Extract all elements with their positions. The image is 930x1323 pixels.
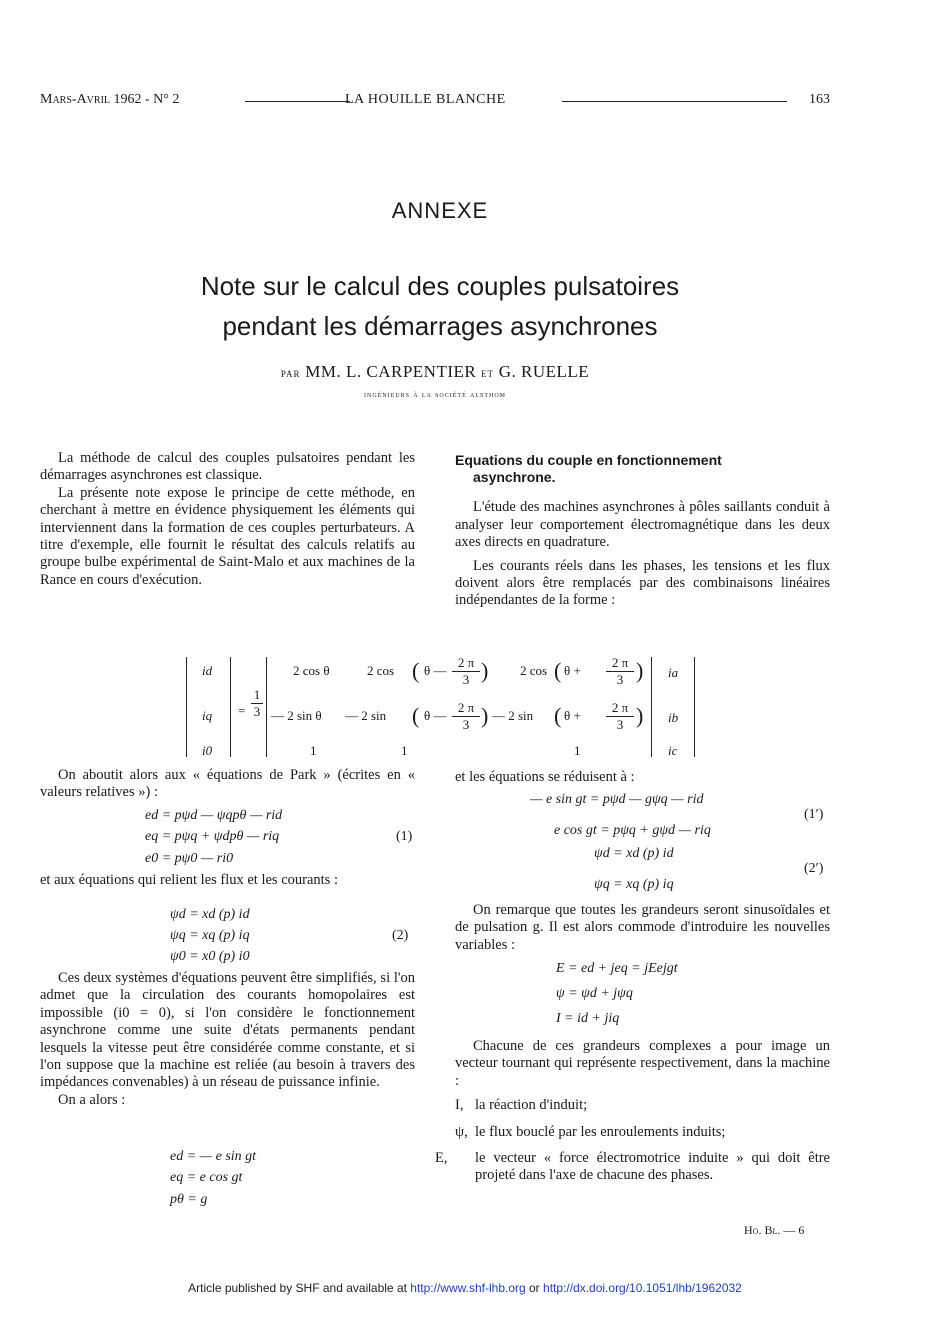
matrix-r2c3b: θ +	[564, 708, 581, 723]
matrix-r3c1: 1	[310, 743, 317, 758]
flux-eq-2: ψq = xq (p) iq	[170, 928, 250, 943]
left-column-bottom	[40, 970, 415, 1109]
authors-et: et	[480, 365, 494, 380]
matrix-equals: =	[238, 703, 246, 718]
flux-eq-3: ψ0 = x0 (p) i0	[170, 949, 250, 964]
matrix-r2c3a: — 2 sin	[492, 708, 534, 723]
link-shf-lhb[interactable]: http://www.shf-lhb.org	[410, 1281, 526, 1295]
park-eq-2: eq = pψq + ψdpθ — riq	[145, 829, 280, 844]
right-paragraph-3-wrap	[455, 769, 830, 786]
running-header	[40, 92, 830, 110]
matrix-r1c2b: θ —	[424, 663, 447, 678]
journal-name: LA HOUILLE BLANCHE	[345, 92, 506, 107]
matrix-r2c2a: — 2 sin	[345, 708, 387, 723]
simplified-eq-2: eq = e cos gt	[170, 1170, 243, 1185]
article-availability: Article published by SHF and available at http://www.shf-lhb.org or http://dx.doi.org/10.1051/lhb/1962032	[188, 1281, 742, 1295]
left-paragraph-2: La présente note expose le principe de cette méthode, en cherchant à mettre en évidence physiquement les éléments qui interviennent dans la formation de ces couples perturbateurs. A titre d'exemple, elle fournit le résultat des calculs relatifs au groupe bulbe expérimental de Saint-Malo et aux machines de la Rance en cours d'exécution.	[40, 484, 415, 588]
page-number: 163	[809, 92, 830, 107]
right-column-top	[455, 452, 830, 610]
list-item-emf: E, le vecteur « force électromotrice induite » qui doit être projeté dans l'axe de chacune des phases.	[435, 1150, 830, 1184]
authors	[0, 362, 870, 382]
matrix-r3c3: 1	[574, 743, 581, 758]
complex-var-i: I = id + jiq	[556, 1011, 620, 1026]
section-label: ANNEXE	[391, 198, 489, 223]
journal-issue: Mars-Avril 1962 - N° 2	[40, 92, 180, 107]
affiliation: ingénieurs à la société alsthom	[364, 389, 506, 399]
matrix-rhs-c: ic	[668, 743, 678, 758]
transformation-matrix: id iq i0 = $\frac{1}{3}$ 2 cos θ 2 cos ( θ — $\frac{2 \pi}{3}$ ) 2 cos ( θ + $\frac{2 \pi}{3}$ ) — 2 sin θ — 2 sin ( θ — $\frac{2 \pi}{3}$ ) — 2 sin ( θ + $\frac{2 \pi}{3}$ ) 1 1 1 ia ib ic	[180, 655, 700, 760]
eq-number-1prime: (1′)	[804, 807, 824, 822]
reduced-eq-1: — e sin gt = pψd — gψq — rid	[530, 792, 704, 807]
complex-var-e: E = ed + jeq = jEejgt	[556, 961, 678, 976]
right-paragraph-4-wrap	[455, 902, 830, 954]
paper-title	[0, 266, 880, 346]
matrix-r1c3b: θ +	[564, 663, 581, 678]
section-heading-cont: asynchrone.	[473, 469, 556, 485]
right-column-bottom	[435, 1038, 830, 1185]
left-column-top	[40, 450, 415, 589]
header-rule-left	[245, 101, 350, 102]
simplified-eq-3: pθ = g	[170, 1192, 208, 1207]
matrix-r1c2a: 2 cos	[367, 663, 395, 678]
reduced-eq-2: e cos gt = pψq + gψd — riq	[554, 823, 711, 838]
author-2: G. RUELLE	[498, 362, 590, 381]
complex-var-psi: ψ = ψd + jψq	[556, 986, 633, 1001]
list-item-flux: ψ, le flux bouclé par les enroulements induits;	[455, 1123, 726, 1140]
simplified-eq-1: ed = — e sin gt	[170, 1149, 257, 1164]
right-paragraph-4: On remarque que toutes les grandeurs seront sinusoïdales et de pulsation g. Il est alors commode d'introduire les nouvelles variables :	[455, 902, 830, 953]
left-paragraph-1: La méthode de calcul des couples pulsatoires pendant les démarrages asynchrones est classique.	[40, 450, 415, 484]
park-eq-3: e0 = pψ0 — ri0	[145, 851, 234, 866]
matrix-rhs-b: ib	[668, 710, 679, 725]
matrix-factor: $\frac{1}{3}$	[251, 687, 263, 720]
list-item-reaction: I, la réaction d'induit;	[455, 1097, 588, 1114]
left-paragraph-3: On aboutit alors aux « équations de Park » (écrites en « valeurs relatives ») :	[40, 767, 415, 801]
left-paragraph-3-wrap	[40, 767, 415, 802]
matrix-r3c2: 1	[401, 743, 408, 758]
author-1: MM. L. CARPENTIER	[305, 362, 477, 381]
link-doi[interactable]: http://dx.doi.org/10.1051/lhb/1962032	[543, 1281, 742, 1295]
park-eq-1: ed = pψd — ψqpθ — rid	[145, 808, 283, 823]
matrix-r2c1: — 2 sin θ	[271, 708, 322, 723]
reduced-eq-3: ψd = xd (p) id	[594, 846, 674, 861]
left-paragraph-5: Ces deux systèmes d'équations peuvent être simplifiés, si l'on admet que la circulation des courants homopolaires est impossible (i0 = 0), si l'on considère le fonctionnement asynchrone comme une suite d'états permanents pendant lesquels la vitesse peut être considérée comme constante, et si l'on suppose que la machine est reliée (au besoin à travers des impédances convenables) à un réseau de puissance infinie.	[40, 970, 415, 1091]
eq-number-2prime: (2′)	[804, 861, 824, 876]
right-paragraph-3: et les équations se réduisent à :	[455, 769, 635, 785]
section-heading: Equations du couple en fonctionnement	[455, 452, 722, 468]
matrix-r2c2b: θ —	[424, 708, 447, 723]
matrix-r1c1: 2 cos θ	[293, 663, 330, 678]
authors-par: par	[280, 365, 301, 380]
matrix-lhs-0: i0	[202, 743, 213, 758]
right-paragraph-5: Chacune de ces grandeurs complexes a pour image un vecteur tournant qui représente respectivement, dans la machine :	[455, 1038, 830, 1089]
matrix-r1c3a: 2 cos	[520, 663, 548, 678]
flux-eq-1: ψd = xd (p) id	[170, 907, 250, 922]
eq-number-1: (1)	[396, 829, 413, 844]
matrix-rhs-a: ia	[668, 665, 679, 680]
title-line-1: Note sur le calcul des couples pulsatoires	[200, 271, 680, 301]
right-paragraph-2: Les courants réels dans les phases, les tensions et les flux doivent alors être remplacés par des combinaisons linéaires indépendantes de la forme :	[455, 557, 830, 609]
left-paragraph-6: On a alors :	[58, 1091, 126, 1108]
page-footer-ref: Ho. Bl. — 6	[744, 1223, 805, 1237]
matrix-lhs-d: id	[202, 663, 213, 678]
matrix-lhs-q: iq	[202, 708, 213, 723]
left-paragraph-4: et aux équations qui relient les flux et les courants :	[40, 872, 338, 888]
left-paragraph-4-wrap	[40, 872, 415, 889]
reduced-eq-4: ψq = xq (p) iq	[594, 877, 674, 892]
right-paragraph-1: L'étude des machines asynchrones à pôles saillants conduit à analyser leur comportement électromagnétique dans les deux axes directs en quadrature.	[455, 499, 830, 551]
eq-number-2: (2)	[392, 928, 409, 943]
title-line-2: pendant les démarrages asynchrones	[222, 311, 658, 341]
header-rule-right	[562, 101, 787, 102]
